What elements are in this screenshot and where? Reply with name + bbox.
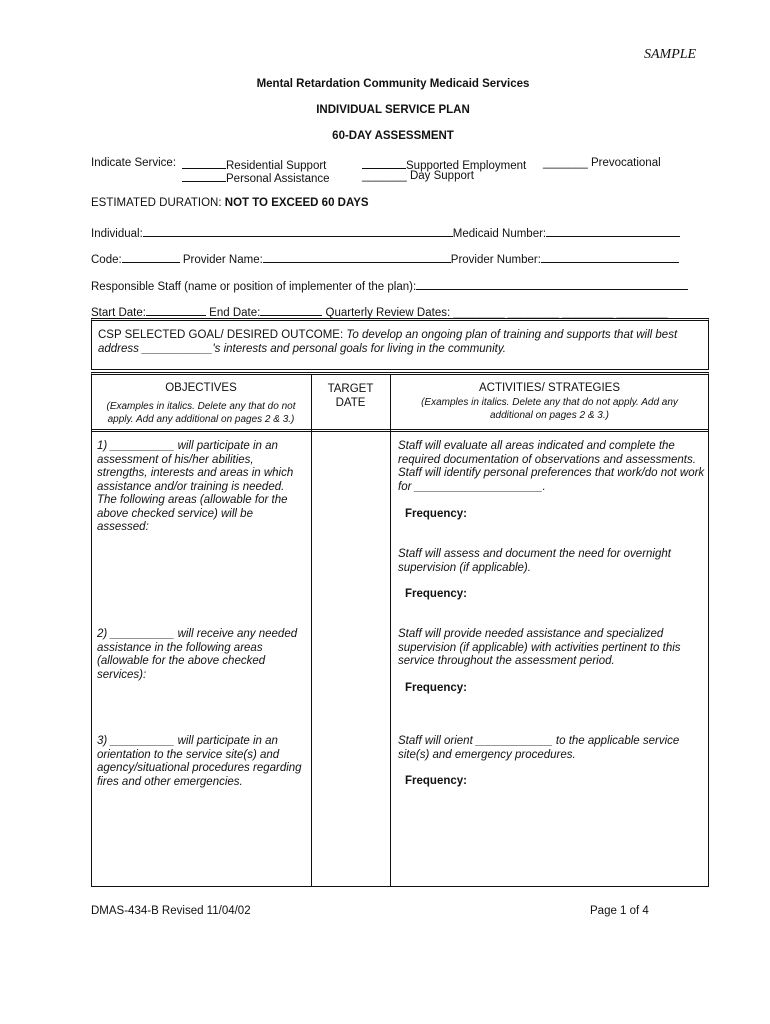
form-title-assessment: 60-DAY ASSESSMENT: [332, 130, 454, 142]
start-date-input-line[interactable]: [146, 304, 206, 316]
provider-name-input-line[interactable]: [263, 251, 451, 263]
activities-note-line-2: additional on pages 2 & 3.): [490, 410, 609, 421]
quarterly-review-blanks[interactable]: ________ ________ ________ ________: [453, 307, 668, 319]
objectives-note: [91, 400, 311, 426]
individual-label: Individual:: [91, 228, 143, 240]
personal-assistance-option[interactable]: [182, 170, 330, 185]
end-date-label: End Date:: [209, 307, 261, 319]
table-col-divider-1: [311, 374, 312, 887]
objective-1-line: assessed:: [97, 521, 149, 533]
table-col-divider-2: [390, 374, 391, 887]
individual-input-line[interactable]: [143, 225, 453, 237]
prevocational-option[interactable]: _______ Prevocational: [543, 157, 661, 169]
target-date-header-line-1: TARGET: [327, 383, 374, 395]
goal-text-1: To develop an ongoing plan of training and supports that will best: [346, 329, 678, 341]
objectives-note-line-1: (Examples in italics. Delete any that do not: [106, 401, 296, 412]
activity-3-line: Staff will provide needed assistance and specialized: [398, 628, 664, 640]
activity-1: [398, 440, 707, 494]
activity-1-frequency: Frequency:: [405, 508, 467, 520]
code-provider-field[interactable]: [91, 251, 679, 266]
activity-2: [398, 548, 707, 575]
goal-label: CSP SELECTED GOAL/ DESIRED OUTCOME:: [98, 329, 344, 341]
activity-2-line: Staff will assess and document the need for overnight: [398, 548, 671, 560]
objective-1-line: strengths, interests and areas in which: [97, 467, 294, 479]
responsible-staff-input-line[interactable]: [416, 278, 688, 290]
objective-1-line: assistance and/or training is needed.: [97, 480, 285, 493]
activity-3-frequency: Frequency:: [405, 682, 467, 694]
individual-field[interactable]: [91, 225, 680, 240]
activity-2-line: supervision (if applicable).: [398, 561, 531, 574]
objective-3-line: fires and other emergencies.: [97, 775, 243, 788]
provider-name-label: Provider Name:: [182, 254, 263, 266]
residential-support-checkline[interactable]: [182, 157, 226, 169]
objective-3-line: agency/situational procedures regarding: [97, 762, 302, 774]
activities-note-line-1: (Examples in italics. Delete any that do not apply. Add any: [421, 397, 678, 408]
responsible-staff-label: Responsible Staff (name or position of implementer of the plan):: [91, 281, 417, 293]
table-header-divider: [91, 429, 709, 432]
day-support-option[interactable]: _______ Day Support: [362, 170, 474, 182]
residential-support-label: Residential Support: [226, 160, 327, 172]
activity-4-line: site(s) and emergency procedures.: [398, 748, 576, 761]
objectives-header: OBJECTIVES: [165, 382, 237, 394]
goal-line-2: address ___________'s interests and personal goals for living in the community.: [98, 342, 506, 355]
provider-number-label: Provider Number:: [450, 254, 541, 266]
form-title-program: Mental Retardation Community Medicaid Services: [256, 78, 530, 90]
code-label: Code:: [91, 254, 122, 266]
objective-1-line: The following areas (allowable for the: [97, 494, 288, 506]
objective-1-line: 1) __________ will participate in an: [97, 440, 278, 452]
responsible-staff-field[interactable]: [91, 278, 688, 293]
objectives-note-line-2: apply. Add any additional on pages 2 & 3.): [107, 414, 295, 425]
objective-1-line: above checked service) will be: [97, 507, 253, 520]
start-date-label: Start Date:: [91, 307, 146, 319]
objective-2-line: services):: [97, 668, 147, 681]
activity-1-line: for ____________________.: [398, 480, 546, 493]
activity-4: [398, 735, 707, 762]
activities-header: ACTIVITIES/ STRATEGIES: [478, 382, 620, 394]
target-date-header: [311, 382, 390, 410]
end-date-input-line[interactable]: [260, 304, 322, 316]
activity-3: [398, 628, 707, 669]
activity-1-line: Staff will identify personal preferences that work/do not work: [398, 467, 705, 479]
activity-3-line: service throughout the assessment period.: [398, 655, 615, 667]
objective-3-line: 3) __________ will participate in an: [97, 735, 278, 747]
objective-1-line: assessment of his/her abilities,: [97, 453, 254, 466]
estimated-duration-label: ESTIMATED DURATION:: [91, 197, 222, 209]
objective-3: [97, 735, 309, 789]
activity-1-line: Staff will evaluate all areas indicated and complete the: [398, 440, 675, 452]
objective-2: [97, 628, 309, 682]
supported-employment-checkline[interactable]: [362, 157, 406, 169]
supported-employment-label: Supported Employment: [406, 160, 527, 172]
medicaid-number-input-line[interactable]: [546, 225, 680, 237]
objective-2-line: (allowable for the above checked: [97, 655, 266, 667]
personal-assistance-label: Personal Assistance: [226, 173, 330, 185]
objective-2-line: 2) __________ will receive any needed: [97, 628, 298, 640]
activity-4-frequency: Frequency:: [405, 775, 467, 787]
form-title-plan: INDIVIDUAL SERVICE PLAN: [316, 104, 470, 116]
indicate-service-label: Indicate Service:: [91, 157, 177, 169]
medicaid-number-label: Medicaid Number:: [452, 228, 547, 240]
dates-field[interactable]: [91, 304, 668, 319]
activity-2-frequency: Frequency:: [405, 588, 467, 600]
activity-1-line: required documentation of observations and assessments.: [398, 453, 696, 466]
quarterly-review-label: Quarterly Review Dates:: [325, 307, 451, 319]
objective-1: [97, 440, 309, 535]
objective-3-line: orientation to the service site(s) and: [97, 748, 280, 761]
page-number: Page 1 of 4: [590, 905, 649, 917]
activities-note: [390, 396, 709, 422]
estimated-duration: [91, 197, 369, 209]
activity-3-line: supervision (if applicable) with activities pertinent to this: [398, 641, 681, 654]
sample-mark: SAMPLE: [644, 47, 697, 62]
goal-line-1: [98, 329, 703, 343]
personal-assistance-checkline[interactable]: [182, 170, 226, 182]
goal-text: [98, 329, 703, 356]
objective-2-line: assistance in the following areas: [97, 641, 263, 654]
code-input-line[interactable]: [122, 251, 180, 263]
estimated-duration-value: NOT TO EXCEED 60 DAYS: [224, 197, 369, 209]
form-number: DMAS-434-B Revised 11/04/02: [91, 905, 251, 917]
activity-4-line: Staff will orient ____________ to the applicable service: [398, 735, 680, 747]
provider-number-input-line[interactable]: [541, 251, 679, 263]
target-date-header-line-2: DATE: [335, 397, 366, 409]
